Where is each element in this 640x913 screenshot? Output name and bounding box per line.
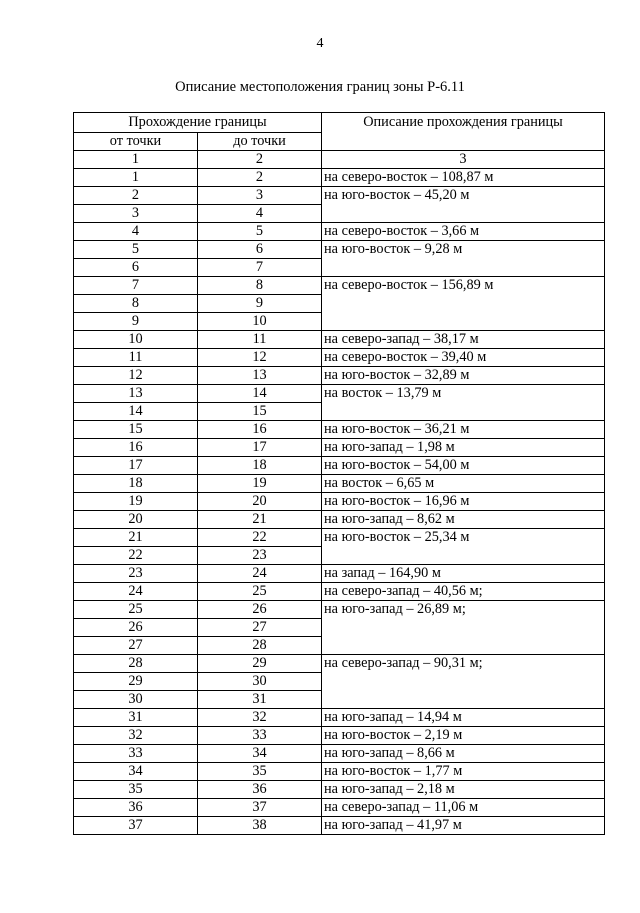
from-point-cell: 5 bbox=[74, 241, 198, 259]
to-point-cell: 25 bbox=[198, 583, 322, 601]
column-number-3: 3 bbox=[322, 151, 605, 169]
from-point-cell: 32 bbox=[74, 727, 198, 745]
to-point-cell: 8 bbox=[198, 277, 322, 295]
header-passage: Прохождение границы bbox=[74, 113, 322, 133]
table-row bbox=[74, 385, 605, 403]
to-point-cell: 35 bbox=[198, 763, 322, 781]
table-row bbox=[74, 565, 605, 583]
table-row bbox=[74, 529, 605, 547]
to-point-cell: 15 bbox=[198, 403, 322, 421]
table-row bbox=[74, 223, 605, 241]
from-point-cell: 12 bbox=[74, 367, 198, 385]
description-cell: на юго-восток – 16,96 м bbox=[322, 493, 605, 511]
column-number-2: 2 bbox=[198, 151, 322, 169]
from-point-cell: 14 bbox=[74, 403, 198, 421]
table-row bbox=[74, 349, 605, 367]
from-point-cell: 13 bbox=[74, 385, 198, 403]
table-row bbox=[74, 601, 605, 619]
description-cell: на запад – 164,90 м bbox=[322, 565, 605, 583]
to-point-cell: 31 bbox=[198, 691, 322, 709]
from-point-cell: 37 bbox=[74, 817, 198, 835]
from-point-cell: 24 bbox=[74, 583, 198, 601]
from-point-cell: 3 bbox=[74, 205, 198, 223]
from-point-cell: 10 bbox=[74, 331, 198, 349]
from-point-cell: 1 bbox=[74, 169, 198, 187]
boundary-table-body bbox=[74, 113, 605, 835]
to-point-cell: 13 bbox=[198, 367, 322, 385]
description-cell: на юго-восток – 36,21 м bbox=[322, 421, 605, 439]
header-row bbox=[74, 113, 605, 133]
document-title: Описание местоположения границ зоны Р-6.11 bbox=[175, 79, 465, 95]
table-row bbox=[74, 457, 605, 475]
table-row bbox=[74, 367, 605, 385]
from-point-cell: 22 bbox=[74, 547, 198, 565]
from-point-cell: 27 bbox=[74, 637, 198, 655]
description-cell: на северо-восток – 3,66 м bbox=[322, 223, 605, 241]
to-point-cell: 28 bbox=[198, 637, 322, 655]
to-point-cell: 7 bbox=[198, 259, 322, 277]
table-row bbox=[74, 277, 605, 295]
header-from-point: от точки bbox=[74, 133, 198, 151]
to-point-cell: 20 bbox=[198, 493, 322, 511]
table-row bbox=[74, 763, 605, 781]
boundary-table bbox=[73, 112, 605, 835]
from-point-cell: 4 bbox=[74, 223, 198, 241]
from-point-cell: 21 bbox=[74, 529, 198, 547]
description-cell: на юго-запад – 14,94 м bbox=[322, 709, 605, 727]
from-point-cell: 9 bbox=[74, 313, 198, 331]
from-point-cell: 7 bbox=[74, 277, 198, 295]
description-cell: на юго-восток – 9,28 м bbox=[322, 241, 605, 277]
description-cell: на юго-восток – 25,34 м bbox=[322, 529, 605, 565]
description-cell: на юго-восток – 1,77 м bbox=[322, 763, 605, 781]
from-point-cell: 18 bbox=[74, 475, 198, 493]
to-point-cell: 6 bbox=[198, 241, 322, 259]
description-cell: на северо-восток – 156,89 м bbox=[322, 277, 605, 331]
to-point-cell: 16 bbox=[198, 421, 322, 439]
table-row bbox=[74, 493, 605, 511]
table-row bbox=[74, 745, 605, 763]
description-cell: на северо-запад – 38,17 м bbox=[322, 331, 605, 349]
description-cell: на юго-запад – 8,62 м bbox=[322, 511, 605, 529]
from-point-cell: 19 bbox=[74, 493, 198, 511]
column-number-1: 1 bbox=[74, 151, 198, 169]
to-point-cell: 24 bbox=[198, 565, 322, 583]
to-point-cell: 17 bbox=[198, 439, 322, 457]
table-row bbox=[74, 781, 605, 799]
from-point-cell: 28 bbox=[74, 655, 198, 673]
description-cell: на юго-запад – 8,66 м bbox=[322, 745, 605, 763]
header-description: Описание прохождения границы bbox=[322, 113, 605, 151]
table-row bbox=[74, 169, 605, 187]
from-point-cell: 11 bbox=[74, 349, 198, 367]
to-point-cell: 36 bbox=[198, 781, 322, 799]
description-cell: на юго-запад – 26,89 м; bbox=[322, 601, 605, 655]
description-cell: на юго-запад – 2,18 м bbox=[322, 781, 605, 799]
from-point-cell: 34 bbox=[74, 763, 198, 781]
description-cell: на юго-запад – 41,97 м bbox=[322, 817, 605, 835]
table-row bbox=[74, 331, 605, 349]
from-point-cell: 26 bbox=[74, 619, 198, 637]
description-cell: на восток – 6,65 м bbox=[322, 475, 605, 493]
to-point-cell: 32 bbox=[198, 709, 322, 727]
description-cell: на северо-запад – 90,31 м; bbox=[322, 655, 605, 709]
table-row bbox=[74, 583, 605, 601]
description-cell: на северо-запад – 11,06 м bbox=[322, 799, 605, 817]
to-point-cell: 30 bbox=[198, 673, 322, 691]
description-cell: на юго-восток – 32,89 м bbox=[322, 367, 605, 385]
to-point-cell: 38 bbox=[198, 817, 322, 835]
to-point-cell: 21 bbox=[198, 511, 322, 529]
description-cell: на северо-восток – 39,40 м bbox=[322, 349, 605, 367]
to-point-cell: 3 bbox=[198, 187, 322, 205]
table-row bbox=[74, 709, 605, 727]
to-point-cell: 19 bbox=[198, 475, 322, 493]
from-point-cell: 29 bbox=[74, 673, 198, 691]
table-row bbox=[74, 817, 605, 835]
from-point-cell: 23 bbox=[74, 565, 198, 583]
table-row bbox=[74, 727, 605, 745]
to-point-cell: 12 bbox=[198, 349, 322, 367]
from-point-cell: 8 bbox=[74, 295, 198, 313]
to-point-cell: 10 bbox=[198, 313, 322, 331]
table-row bbox=[74, 439, 605, 457]
to-point-cell: 33 bbox=[198, 727, 322, 745]
table-row bbox=[74, 241, 605, 259]
description-cell: на северо-запад – 40,56 м; bbox=[322, 583, 605, 601]
from-point-cell: 6 bbox=[74, 259, 198, 277]
from-point-cell: 33 bbox=[74, 745, 198, 763]
table-row bbox=[74, 475, 605, 493]
from-point-cell: 2 bbox=[74, 187, 198, 205]
to-point-cell: 23 bbox=[198, 547, 322, 565]
to-point-cell: 37 bbox=[198, 799, 322, 817]
from-point-cell: 20 bbox=[74, 511, 198, 529]
table-row bbox=[74, 799, 605, 817]
to-point-cell: 29 bbox=[198, 655, 322, 673]
to-point-cell: 34 bbox=[198, 745, 322, 763]
from-point-cell: 17 bbox=[74, 457, 198, 475]
to-point-cell: 22 bbox=[198, 529, 322, 547]
to-point-cell: 14 bbox=[198, 385, 322, 403]
description-cell: на восток – 13,79 м bbox=[322, 385, 605, 421]
from-point-cell: 30 bbox=[74, 691, 198, 709]
description-cell: на юго-запад – 1,98 м bbox=[322, 439, 605, 457]
from-point-cell: 16 bbox=[74, 439, 198, 457]
description-cell: на юго-восток – 2,19 м bbox=[322, 727, 605, 745]
from-point-cell: 15 bbox=[74, 421, 198, 439]
to-point-cell: 2 bbox=[198, 169, 322, 187]
table-row bbox=[74, 421, 605, 439]
description-cell: на юго-восток – 45,20 м bbox=[322, 187, 605, 223]
to-point-cell: 18 bbox=[198, 457, 322, 475]
to-point-cell: 5 bbox=[198, 223, 322, 241]
to-point-cell: 4 bbox=[198, 205, 322, 223]
to-point-cell: 9 bbox=[198, 295, 322, 313]
description-cell: на юго-восток – 54,00 м bbox=[322, 457, 605, 475]
from-point-cell: 25 bbox=[74, 601, 198, 619]
page-number: 4 bbox=[316, 36, 324, 51]
to-point-cell: 27 bbox=[198, 619, 322, 637]
table-row bbox=[74, 187, 605, 205]
to-point-cell: 26 bbox=[198, 601, 322, 619]
to-point-cell: 11 bbox=[198, 331, 322, 349]
from-point-cell: 31 bbox=[74, 709, 198, 727]
header-to-point: до точки bbox=[198, 133, 322, 151]
column-numbering-row bbox=[74, 151, 605, 169]
description-cell: на северо-восток – 108,87 м bbox=[322, 169, 605, 187]
from-point-cell: 36 bbox=[74, 799, 198, 817]
table-row bbox=[74, 511, 605, 529]
table-row bbox=[74, 655, 605, 673]
from-point-cell: 35 bbox=[74, 781, 198, 799]
